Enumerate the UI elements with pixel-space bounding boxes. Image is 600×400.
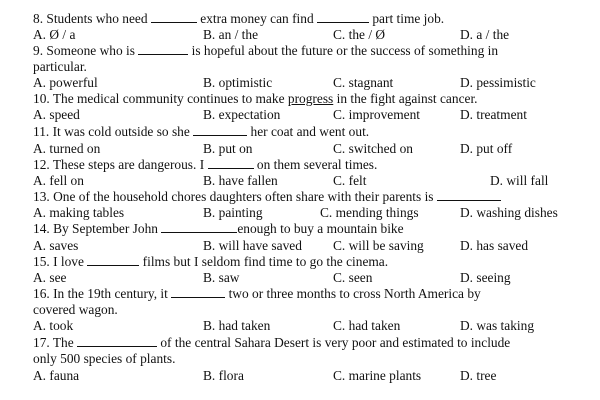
q13-option-a: A. making tables — [33, 205, 125, 220]
q10-option-b: B. expectation — [203, 107, 281, 122]
q8-option-a: A. Ø / a — [33, 27, 76, 42]
q8-text-2: extra money can find — [196, 11, 318, 26]
q14-text-1: 14. By September John — [33, 221, 162, 236]
q9-text-1: 9. Someone who is — [33, 43, 139, 58]
q16-text-1: 16. In the 19th century, it — [33, 286, 172, 301]
q11-option-b: B. put on — [203, 141, 253, 156]
q15-blank-1 — [87, 254, 139, 266]
q13-text-1: 13. One of the household chores daughters often share with their parents is — [33, 189, 437, 204]
q14-option-c: C. will be saving — [333, 238, 424, 253]
q11-text-2: her coat and went out. — [247, 124, 370, 139]
question-11-stem — [33, 124, 369, 140]
q14-option-b: B. will have saved — [203, 238, 302, 253]
q14-option-d: D. has saved — [460, 238, 529, 253]
question-9-stem — [33, 43, 498, 59]
q15-option-b: B. saw — [203, 270, 240, 285]
q15-option-a: A. see — [33, 270, 67, 285]
q14-option-a: A. saves — [33, 238, 79, 253]
q8-text-3: part time job. — [369, 11, 445, 26]
q17-option-d: D. tree — [460, 368, 497, 383]
q12-blank-1 — [208, 157, 254, 169]
q12-option-a: A. fell on — [33, 173, 84, 188]
q11-text-1: 11. It was cold outside so she — [33, 124, 194, 139]
q12-option-b: B. have fallen — [203, 173, 278, 188]
q11-option-a: A. turned on — [33, 141, 101, 156]
q10-underlined-word: progress — [287, 91, 334, 106]
question-14-stem — [33, 221, 404, 237]
q9-option-b: B. optimistic — [203, 75, 273, 90]
q9-option-c: C. stagnant — [333, 75, 394, 90]
q16-option-d: D. was taking — [460, 318, 535, 333]
q8-blank-1 — [151, 11, 197, 23]
q16-option-c: C. had taken — [333, 318, 401, 333]
q16-text-2: two or three months to cross North America by — [225, 286, 481, 301]
q17-text-1: 17. The — [33, 335, 78, 350]
q12-text-2: on them several times. — [253, 157, 378, 172]
q17-blank-1 — [77, 335, 157, 347]
q9-option-d: D. pessimistic — [460, 75, 536, 90]
q17-option-a: A. fauna — [33, 368, 80, 383]
q14-blank-1 — [161, 221, 237, 233]
question-16-stem-cont: covered wagon. — [33, 302, 118, 317]
q10-text-2: in the fight against cancer. — [333, 91, 478, 106]
q11-option-c: C. switched on — [333, 141, 413, 156]
question-8-stem — [33, 11, 444, 27]
q9-blank-1 — [138, 43, 188, 55]
q10-option-a: A. speed — [33, 107, 80, 122]
q15-text-1: 15. I love — [33, 254, 88, 269]
q16-blank-1 — [171, 286, 225, 298]
q17-text-2: of the central Sahara Desert is very poor and estimated to include — [157, 335, 511, 350]
q16-option-b: B. had taken — [203, 318, 271, 333]
question-10-stem — [33, 91, 478, 107]
q8-option-d: D. a / the — [460, 27, 510, 42]
q16-option-a: A. took — [33, 318, 74, 333]
question-17-stem — [33, 335, 510, 351]
q13-blank-1 — [437, 189, 501, 201]
q12-text-1: 12. These steps are dangerous. I — [33, 157, 208, 172]
q15-text-2: films but I seldom find time to go the cinema. — [139, 254, 389, 269]
q15-option-c: C. seen — [333, 270, 373, 285]
q10-option-c: C. improvement — [333, 107, 421, 122]
question-13-stem — [33, 189, 501, 205]
q9-text-2: is hopeful about the future or the success of something in — [188, 43, 499, 58]
question-15-stem — [33, 254, 388, 270]
q10-option-d: D. treatment — [460, 107, 527, 122]
q15-option-d: D. seeing — [460, 270, 511, 285]
q17-option-b: B. flora — [203, 368, 244, 383]
q8-blank-2 — [317, 11, 369, 23]
question-16-stem — [33, 286, 481, 302]
q8-option-c: C. the / Ø — [333, 27, 386, 42]
q8-option-b: B. an / the — [203, 27, 259, 42]
q8-text-1: 8. Students who need — [33, 11, 151, 26]
q10-text-1: 10. The medical community continues to make — [33, 91, 288, 106]
q11-option-d: D. put off — [460, 141, 513, 156]
question-9-stem-cont: particular. — [33, 59, 87, 74]
q11-blank-1 — [193, 124, 247, 136]
q13-option-b: B. painting — [203, 205, 263, 220]
question-12-stem — [33, 157, 377, 173]
q14-text-2: enough to buy a mountain bike — [237, 221, 404, 236]
q13-option-c: C. mending things — [320, 205, 419, 220]
q12-option-c: C. felt — [333, 173, 367, 188]
q12-option-d: D. will fall — [490, 173, 549, 188]
question-17-stem-cont: only 500 species of plants. — [33, 351, 176, 366]
q13-option-d: D. washing dishes — [460, 205, 558, 220]
q17-option-c: C. marine plants — [333, 368, 422, 383]
q9-option-a: A. powerful — [33, 75, 98, 90]
